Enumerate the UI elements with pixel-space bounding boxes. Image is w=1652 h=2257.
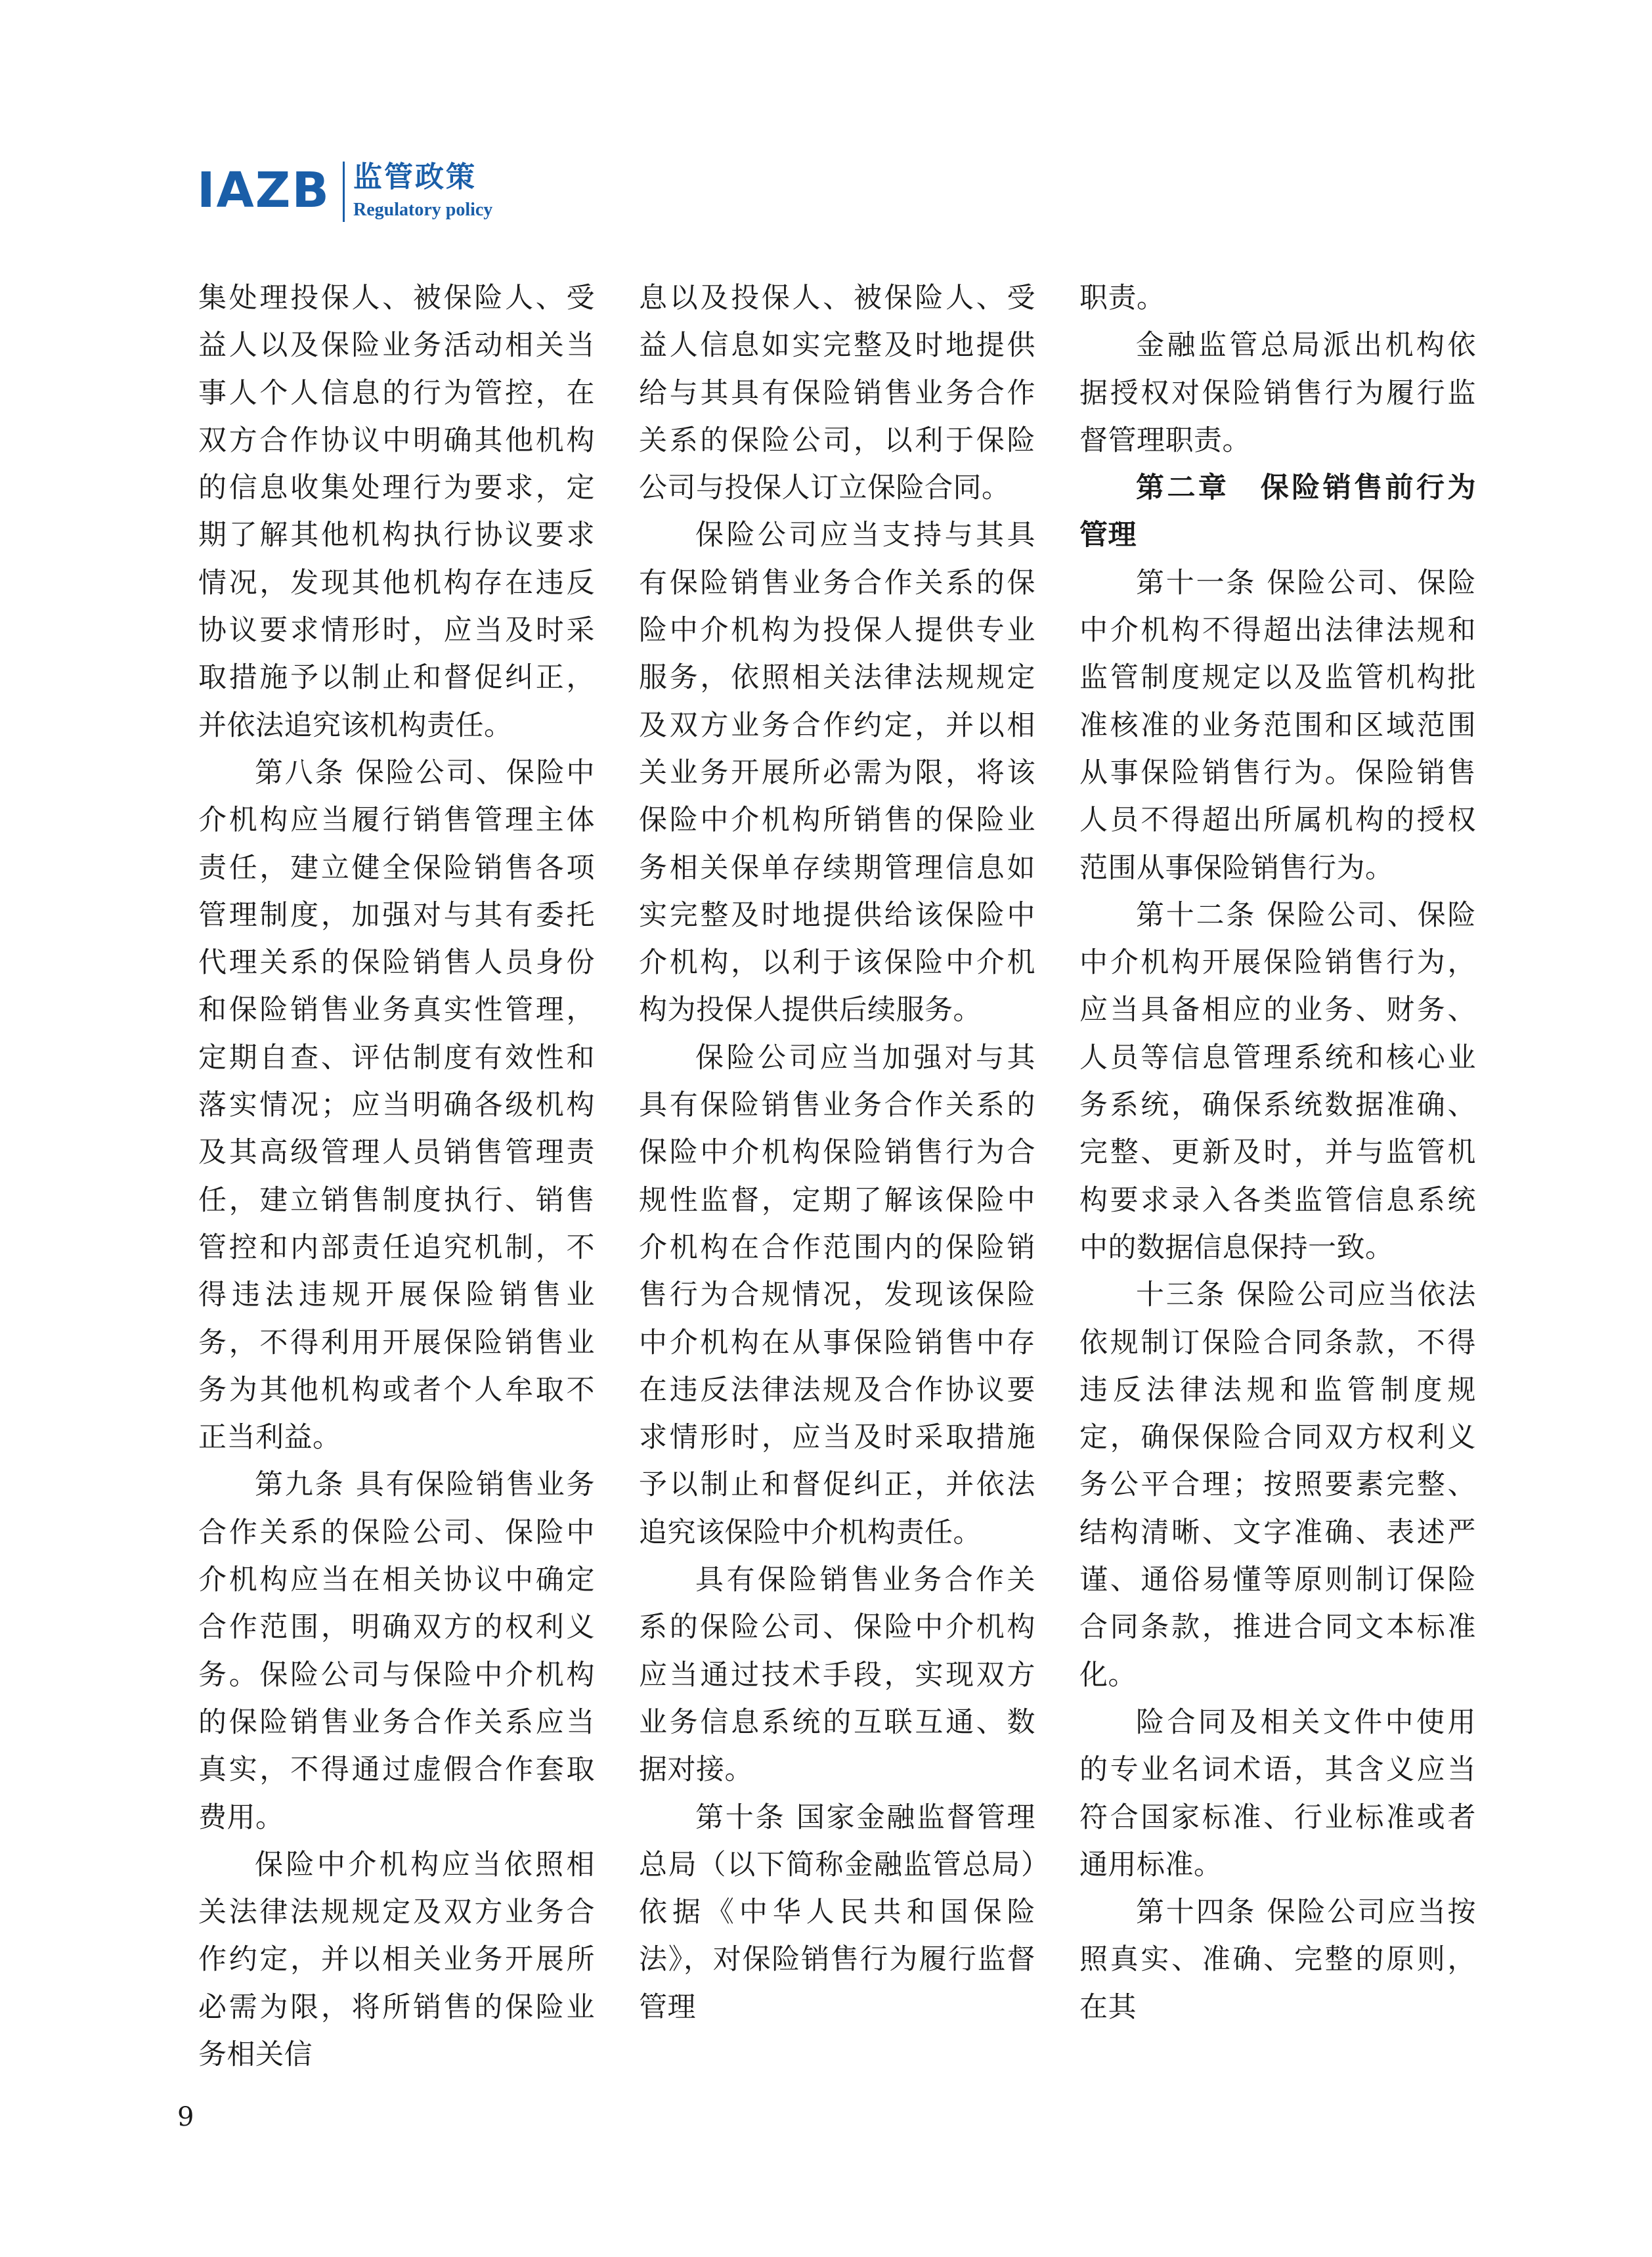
paragraph: 职责。 — [1079, 282, 1165, 315]
section-title-en: Regulatory policy — [353, 200, 493, 220]
paragraph: 集处理投保人、被保险人、受益人以及保险业务活动相关当事人个人信息的行为管控，在双方合作协议中明确其他机构的信息收集处理行为要求，定期了解其他机构执行协议要求情况，发现其他机构存在违反协议要求情形时，应当及时采取措施予以制止和督促纠正，并依法追究该机构责任。 — [198, 282, 595, 742]
paragraph: 保险公司应当加强对与其具有保险销售业务合作关系的保险中介机构保险销售行为合规性监督，定期了解该保险中介机构在合作范围内的保险销售行为合规情况，发现该保险中介机构在从事保险销售中存在违反法律法规及合作协议要求情形时，应当及时采取措施予以制止和督促纠正，并依法追究该保险中介机构责任。 — [639, 1041, 1035, 1549]
paragraph: 金融监管总局派出机构依据授权对保险销售行为履行监督管理职责。 — [1079, 329, 1476, 457]
text-column-2 — [639, 274, 1035, 2031]
text-column-3 — [1079, 274, 1476, 2031]
text-column-1 — [198, 274, 595, 2078]
magazine-logo: IAZB — [197, 162, 330, 219]
paragraph: 保险公司应当支持与其具有保险销售业务合作关系的保险中介机构为投保人提供专业服务，依照相关法律法规规定及双方业务合作约定，并以相关业务开展所必需为限，将该保险中介机构所销售的保险业务相关保单存续期管理信息如实完整及时地提供给该保险中介机构，以利于该保险中介机构为投保人提供后续服务。 — [639, 519, 1035, 1027]
section-title-zh: 监管政策 — [353, 160, 477, 194]
paragraph: 十三条 保险公司应当依法依规制订保险合同条款，不得违反法律法规和监管制度规定，确保保险合同双方权利义务公平合理；按照要素完整、结构清晰、文字准确、表述严谨、通俗易懂等原则制订保险合同条款，推进合同文本标准化。 — [1079, 1279, 1476, 1692]
chapter-heading: 第二章 保险销售前行为管理 — [1079, 471, 1476, 552]
paragraph: 第九条 具有保险销售业务合作关系的保险公司、保险中介机构应当在相关协议中确定合作范围，明确双方的权利义务。保险公司与保险中介机构的保险销售业务合作关系应当真实，不得通过虚假合作套取费用。 — [198, 1468, 595, 1834]
paragraph: 息以及投保人、被保险人、受益人信息如实完整及时地提供给与其具有保险销售业务合作关系的保险公司，以利于保险公司与投保人订立保险合同。 — [639, 282, 1035, 505]
paragraph: 第八条 保险公司、保险中介机构应当履行销售管理主体责任，建立健全保险销售各项管理制度，加强对与其有委托代理关系的保险销售人员身份和保险销售业务真实性管理，定期自查、评估制度有效性和落实情况；应当明确各级机构及其高级管理人员销售管理责任，建立销售制度执行、销售管控和内部责任追究机制，不得违法违规开展保险销售业务，不得利用开展保险销售业务为其他机构或者个人牟取不正当利益。 — [198, 756, 595, 1455]
paragraph: 第十四条 保险公司应当按照真实、准确、完整的原则，在其 — [1079, 1896, 1476, 2024]
paragraph: 险合同及相关文件中使用的专业名词术语，其含义应当符合国家标准、行业标准或者通用标准。 — [1079, 1705, 1476, 1881]
paragraph: 第十一条 保险公司、保险中介机构不得超出法律法规和监管制度规定以及监管机构批准核准的业务范围和区域范围从事保险销售行为。保险销售人员不得超出所属机构的授权范围从事保险销售行为。 — [1079, 566, 1476, 885]
page-number: 9 — [177, 2102, 194, 2132]
paragraph: 具有保险销售业务合作关系的保险公司、保险中介机构应当通过技术手段，实现双方业务信息系统的互联互通、数据对接。 — [639, 1564, 1035, 1787]
paragraph: 第十二条 保险公司、保险中介机构开展保险销售行为，应当具备相应的业务、财务、人员等信息管理系统和核心业务系统，确保系统数据准确、完整、更新及时，并与监管机构要求录入各类监管信息系统中的数据信息保持一致。 — [1079, 898, 1476, 1264]
paragraph: 第十条 国家金融监督管理总局（以下简称金融监管总局）依据《中华人民共和国保险法》，对保险销售行为履行监督管理 — [639, 1801, 1035, 2024]
paragraph: 保险中介机构应当依照相关法律法规规定及双方业务合作约定，并以相关业务开展所必需为限，将所销售的保险业务相关信 — [198, 1848, 595, 2071]
header-divider — [343, 162, 345, 222]
